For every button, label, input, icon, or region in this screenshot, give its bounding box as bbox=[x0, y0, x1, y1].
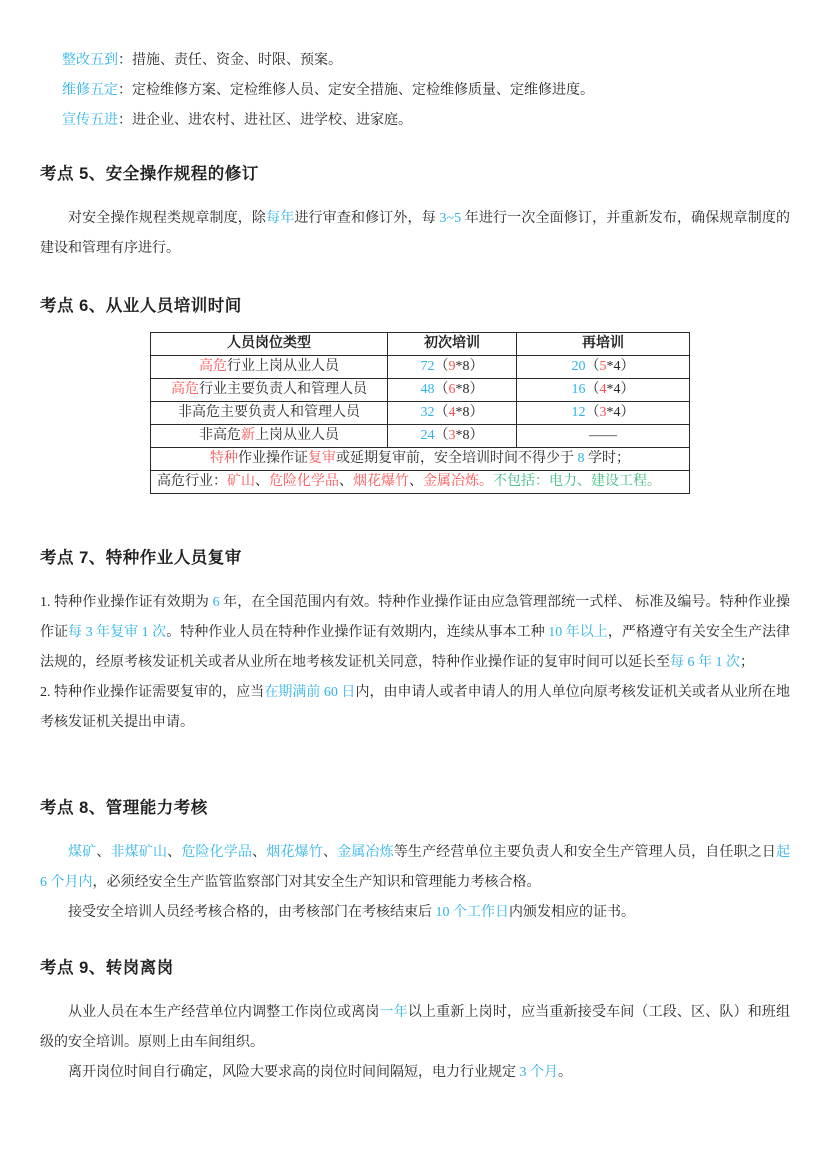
highlighted-text: 宣传五进 bbox=[62, 113, 118, 128]
section-heading-kaodian-9: 考点 9、转岗离岗 bbox=[40, 959, 174, 977]
highlighted-text: 复审 bbox=[308, 451, 336, 466]
highlighted-text: 32 bbox=[420, 405, 435, 420]
text-run: 、 bbox=[339, 474, 353, 489]
text-run: 、 bbox=[322, 845, 338, 860]
section-heading-kaodian-8: 考点 8、管理能力考核 bbox=[40, 799, 208, 817]
text-run: 对安全操作规程类规章制度，除 bbox=[68, 211, 267, 226]
highlighted-text: 6 bbox=[212, 595, 220, 610]
highlighted-text: 20 bbox=[571, 359, 586, 374]
text-run: 学时； bbox=[584, 451, 630, 466]
intro-item-publicity-five bbox=[62, 106, 790, 136]
cell-retrain bbox=[517, 425, 690, 448]
text-run: （ bbox=[585, 359, 600, 374]
highlighted-text: 8 bbox=[577, 451, 585, 466]
section-heading-kaodian-6: 考点 6、从业人员培训时间 bbox=[40, 297, 242, 315]
highlighted-text: 72 bbox=[420, 359, 435, 374]
section-kaodian-5 bbox=[40, 160, 790, 264]
highlighted-text: 高危 bbox=[199, 359, 227, 374]
text-run: 作业操作证 bbox=[238, 451, 308, 466]
text-run: 、 bbox=[96, 845, 111, 860]
text-run: 内，由申请人或者申请人的用人单位向原考核发证机关或者从业所在地考核发证机关提出申请。 bbox=[40, 685, 791, 730]
highlighted-text: 烟花爆竹 bbox=[266, 845, 323, 860]
highlighted-text: 在期满前 60 日 bbox=[264, 685, 356, 700]
highlighted-text: 不包括：电力、建设工程。 bbox=[493, 474, 661, 489]
text-run: 、 bbox=[255, 474, 269, 489]
text-run: 。 bbox=[558, 1065, 572, 1080]
intro-item-rectify-five bbox=[62, 46, 790, 76]
text-run: *4） bbox=[606, 359, 635, 374]
table-row bbox=[151, 356, 690, 379]
text-run: （ bbox=[585, 382, 600, 397]
cell-retrain bbox=[517, 402, 690, 425]
text-run: 内颁发相应的证书。 bbox=[509, 905, 635, 920]
cell-note-special-operation bbox=[151, 448, 690, 471]
highlighted-text: 每 6 年 1 次 bbox=[670, 655, 740, 670]
paragraph bbox=[40, 838, 790, 898]
text-run: （ bbox=[585, 405, 600, 420]
text-run: 、 bbox=[167, 845, 182, 860]
highlighted-text: 金属冶炼 bbox=[423, 474, 479, 489]
text-run: （ bbox=[434, 428, 449, 443]
section-kaodian-7 bbox=[40, 544, 790, 738]
highlighted-text: 4 bbox=[599, 382, 607, 397]
training-hours-table bbox=[150, 332, 690, 494]
text-run: 高危行业： bbox=[157, 474, 227, 489]
text-run: 等生产经营单位主要负责人和安全生产管理人员，自任职之日 bbox=[393, 845, 777, 860]
text-run: *4） bbox=[606, 382, 635, 397]
text-run: ：进企业、进农村、进社区、进学校、进家庭。 bbox=[118, 113, 412, 128]
highlighted-text: 10 年以上 bbox=[548, 625, 608, 640]
highlighted-text: 非煤矿山 bbox=[110, 845, 168, 860]
highlighted-text: 高危 bbox=[171, 382, 199, 397]
text-run: 或延期复审前，安全培训时间不得少于 bbox=[336, 451, 578, 466]
highlighted-text: 6 bbox=[448, 382, 456, 397]
text-run: （ bbox=[434, 405, 449, 420]
highlighted-text: 24 bbox=[420, 428, 435, 443]
highlighted-text: 新 bbox=[241, 428, 255, 443]
paragraph bbox=[40, 1058, 790, 1088]
section-kaodian-9 bbox=[40, 954, 790, 1088]
cell-retrain bbox=[517, 356, 690, 379]
text-run: *4） bbox=[606, 405, 635, 420]
text-run: *8） bbox=[455, 428, 484, 443]
numbered-item-1 bbox=[40, 588, 790, 678]
table-header-row bbox=[151, 333, 690, 356]
highlighted-text: 整改五到 bbox=[62, 53, 118, 68]
text-run: ：定检维修方案、定检维修人员、定安全措施、定检维修质量、定维修进度。 bbox=[118, 83, 594, 98]
numbered-item-2 bbox=[40, 678, 790, 738]
highlighted-text: 维修五定 bbox=[62, 83, 118, 98]
cell-position bbox=[151, 356, 388, 379]
highlighted-text: 3 bbox=[448, 428, 456, 443]
cell-initial bbox=[388, 356, 517, 379]
section-kaodian-6 bbox=[40, 292, 790, 494]
table-row bbox=[151, 379, 690, 402]
text-run: 、 bbox=[409, 474, 423, 489]
cell-initial bbox=[388, 402, 517, 425]
highlighted-text: 3 个月 bbox=[519, 1065, 558, 1080]
cell-retrain bbox=[517, 379, 690, 402]
highlighted-text: 煤矿 bbox=[68, 845, 97, 860]
section-kaodian-8 bbox=[40, 794, 790, 928]
highlighted-text: 危险化学品 bbox=[181, 845, 253, 860]
paragraph bbox=[40, 998, 790, 1058]
text-run: 上岗从业人员 bbox=[255, 428, 339, 443]
text-run: 非高危主要负责人和管理人员 bbox=[178, 405, 360, 420]
highlighted-text: 5 bbox=[599, 359, 607, 374]
text-run: ； bbox=[740, 655, 754, 670]
highlighted-text: 。 bbox=[479, 474, 493, 489]
cell-initial bbox=[388, 379, 517, 402]
highlighted-text: 一年 bbox=[379, 1005, 408, 1020]
highlighted-text: 金属冶炼 bbox=[337, 845, 394, 860]
highlighted-text: 危险化学品 bbox=[269, 474, 339, 489]
text-run: *8） bbox=[455, 382, 484, 397]
text-run: 2. 特种作业操作证需要复审的，应当 bbox=[40, 685, 265, 700]
intro-item-maintenance-five bbox=[62, 76, 790, 106]
text-run: 进行审查和修订外，每 bbox=[294, 211, 440, 226]
paragraph bbox=[40, 204, 790, 264]
text-run: 、 bbox=[252, 845, 267, 860]
highlighted-text: 12 bbox=[571, 405, 586, 420]
cell-initial bbox=[388, 425, 517, 448]
text-run: 从业人员在本生产经营单位内调整工作岗位或离岗 bbox=[68, 1005, 380, 1020]
table-span-row-high-risk-industries bbox=[151, 471, 690, 494]
highlighted-text: 起 6 个月内 bbox=[40, 845, 791, 890]
cell-position bbox=[151, 402, 388, 425]
cell-position bbox=[151, 379, 388, 402]
col-header-position-type: 人员岗位类型 bbox=[151, 333, 388, 356]
paragraph bbox=[40, 898, 790, 928]
cell-note-high-risk-industries bbox=[151, 471, 690, 494]
table-row bbox=[151, 425, 690, 448]
text-run: 以上重新上岗时，应当重新接受车间（工段、区、队）和班组级的安全培训。原则上由车间组织。 bbox=[40, 1005, 791, 1050]
text-run: 行业主要负责人和管理人员 bbox=[199, 382, 367, 397]
highlighted-text: 10 个工作日 bbox=[435, 905, 509, 920]
cell-position bbox=[151, 425, 388, 448]
table-row bbox=[151, 402, 690, 425]
text-run: *8） bbox=[455, 359, 484, 374]
highlighted-text: 3~5 bbox=[439, 211, 462, 226]
text-run: 离开岗位时间自行确定，风险大要求高的岗位时间间隔短，电力行业规定 bbox=[68, 1065, 520, 1080]
text-run: 。特种作业人员在特种作业操作证有效期内，连续从事本工种 bbox=[166, 625, 549, 640]
highlighted-text: 9 bbox=[448, 359, 456, 374]
section-heading-kaodian-7: 考点 7、特种作业人员复审 bbox=[40, 549, 242, 567]
text-run: ，严格遵守有关安全生产法律法规的，经原考核发证机关或者从业所在地考核发证机关同意，特种作业操作证的复审时间可以延长至 bbox=[40, 625, 791, 670]
text-run: 接受安全培训人员经考核合格的，由考核部门在考核结束后 bbox=[68, 905, 436, 920]
text-run: 年，在全国范围内有效。特种作业操作证由应急管理部统一式样、 标准及编号。特种作业操作证 bbox=[40, 595, 791, 640]
highlighted-text: 3 bbox=[599, 405, 607, 420]
intro-list bbox=[40, 46, 790, 136]
highlighted-text: 每 3 年复审 1 次 bbox=[68, 625, 167, 640]
highlighted-text: 特种 bbox=[210, 451, 238, 466]
text-run: 1. 特种作业操作证有效期为 bbox=[40, 595, 213, 610]
text-run: 行业上岗从业人员 bbox=[227, 359, 339, 374]
text-run: ：措施、责任、资金、时限、预案。 bbox=[118, 53, 342, 68]
highlighted-text: 矿山 bbox=[227, 474, 255, 489]
text-run: 非高危 bbox=[199, 428, 241, 443]
text-run: （ bbox=[434, 382, 449, 397]
text-run: （ bbox=[434, 359, 449, 374]
text-run: *8） bbox=[455, 405, 484, 420]
highlighted-text: 4 bbox=[448, 405, 456, 420]
section-heading-kaodian-5: 考点 5、安全操作规程的修订 bbox=[40, 165, 259, 183]
highlighted-text: 48 bbox=[420, 382, 435, 397]
highlighted-text: 16 bbox=[571, 382, 586, 397]
text-run: —— bbox=[589, 428, 617, 443]
highlighted-text: 每年 bbox=[266, 211, 295, 226]
col-header-initial-training: 初次培训 bbox=[388, 333, 517, 356]
table-span-row-special-operation bbox=[151, 448, 690, 471]
text-run: 年进行一次全面修订，并重新发布，确保规章制度的建设和管理有序进行。 bbox=[40, 211, 791, 256]
col-header-retraining: 再培训 bbox=[517, 333, 690, 356]
highlighted-text: 烟花爆竹 bbox=[353, 474, 409, 489]
text-run: ，必须经安全生产监管监察部门对其安全生产知识和管理能力考核合格。 bbox=[92, 875, 541, 890]
